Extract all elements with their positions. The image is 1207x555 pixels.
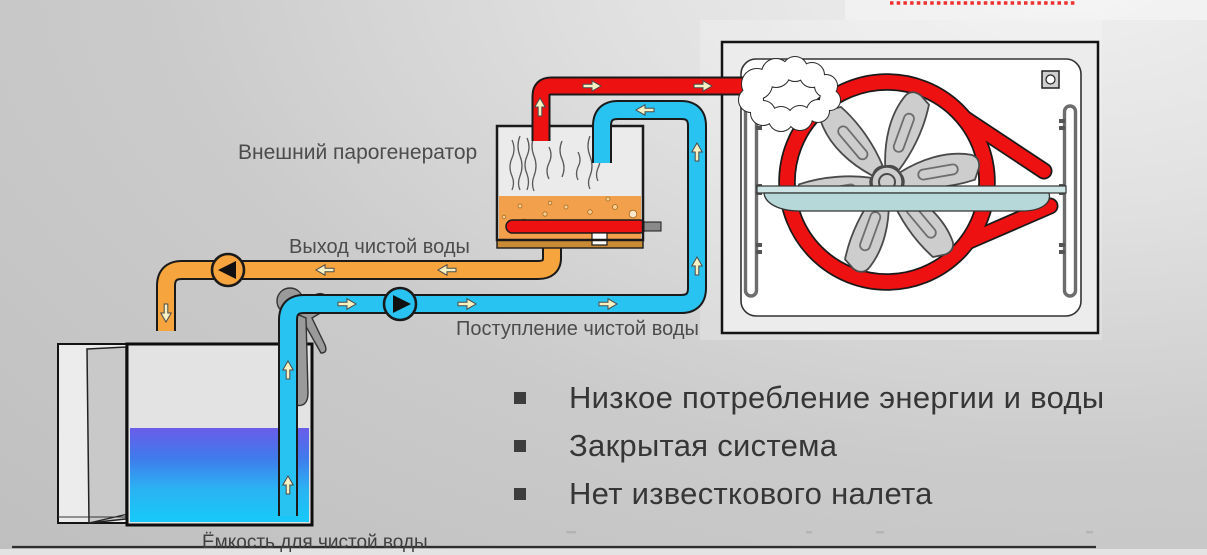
feature-bullet-list	[514, 381, 1104, 525]
tank-cabinet-front	[58, 344, 128, 523]
heating-element	[506, 220, 661, 233]
bullet-square-icon	[514, 392, 526, 404]
bullet-text: Низкое потребление энергии и воды	[569, 380, 1105, 415]
outlet-valve-icon	[212, 254, 244, 286]
steam-generator	[497, 126, 661, 248]
list-item	[514, 477, 1104, 511]
ghost-text-remnants	[566, 531, 1093, 533]
bullet-text: Закрытая система	[569, 428, 838, 463]
bullet-square-icon	[514, 488, 526, 500]
water-container-label: Ёмкость для чистой воды	[202, 532, 428, 553]
list-item	[514, 381, 1104, 415]
clean-water-outlet-label: Выход чистой воды	[289, 236, 470, 258]
bullet-square-icon	[514, 440, 526, 452]
clean-water-inlet-label: Поступление чистой воды	[456, 318, 699, 340]
baking-tray	[757, 186, 1066, 211]
list-item	[514, 429, 1104, 463]
bullet-text: Нет известкового налета	[569, 476, 933, 511]
water-tank	[58, 344, 312, 525]
steam-generator-label: Внешний парогенератор	[238, 141, 478, 164]
inlet-pump-icon	[384, 288, 416, 320]
oven-lamp-icon	[1042, 71, 1059, 88]
